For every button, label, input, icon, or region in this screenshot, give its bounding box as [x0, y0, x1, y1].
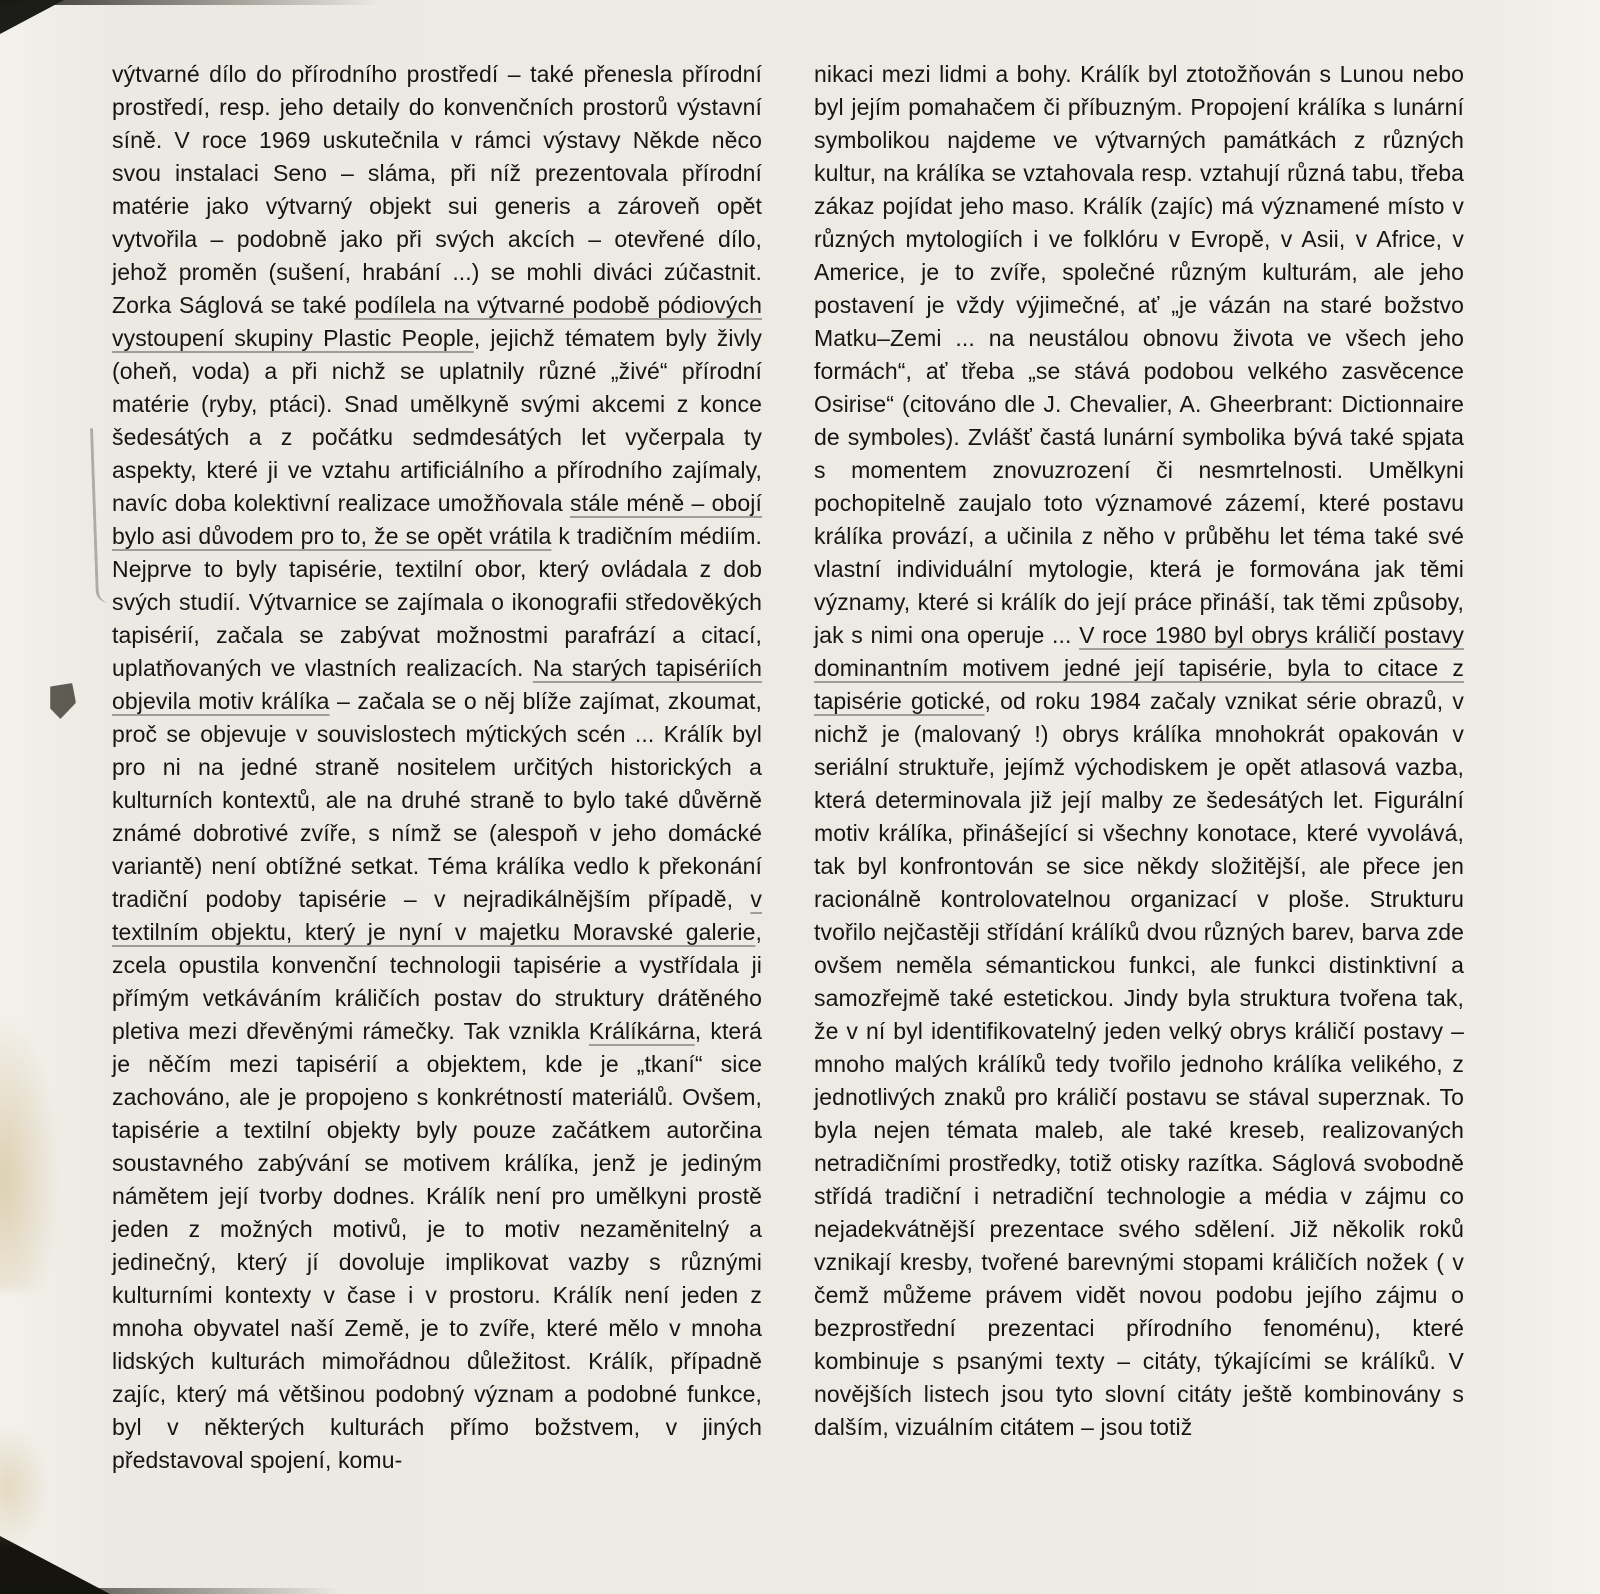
scan-artifact-margin-mark — [50, 683, 76, 719]
left-column-text: výtvarné dílo do přírodního prostředí – také přenesla přírodní prostředí, resp. jeho detaily do konvenčních prostorů výstavní síně. V roce 1969 uskutečnila v rámci výstavy Někde něco svou instalaci Seno – sláma, při níž prezentovala přírodní matérie jako výtvarný objekt sui generis a zároveň opět vytvořila – podobně jako při svých akcích – otevřené dílo, jehož proměn (sušení, hrabání ...) se mohli diváci zúčastnit. Zorka Ságlová se také podílela na výtvarné podobě pódiových vystoupení skupiny Plastic People, jejichž tématem byly živly (oheň, voda) a při nichž se uplatnily různé „živé“ přírodní matérie (ryby, ptáci). Snad umělkyně svými akcemi z konce šedesátých a z počátku sedmdesátých let vyčerpala ty aspekty, které ji ve vztahu artificiálního a přírodního zajímaly, navíc doba kolektivní realizace umožňovala stále méně – obojí bylo asi důvodem pro to, že se opět vrátila k tradičním médiím. Nejprve to byly tapisérie, textilní obor, který ovládala z dob svých studií. Výtvarnice se zajímala o ikonografii středověkých tapisérií, začala se zabývat možnostmi parafrází a citací, uplatňovaných ve vlastních realizacích. Na starých tapisériích objevila motiv králíka – začala se o něj blíže zajímat, zkoumat, proč se objevuje v souvislostech mýtických scén ... Králík byl pro ni na jedné straně nositelem určitých historických a kulturních kontextů, ale na druhé straně to bylo také důvěrně známé dobrotivé zvíře, s nímž se (alespoň v jeho domácké variantě) není obtížné setkat. Téma králíka vedlo k překonání tradiční podoby tapisérie – v nejradikálnějším případě, v textilním objektu, který je nyní v majetku Moravské galerie, zcela opustila konvenční technologii tapisérie a vystřídala ji přímým vetkáváním králičích postav do struktury drátěného pletiva mezi dřevěnými rámečky. Tak vznikla Králíkárna, která je něčím mezi tapisérií a objektem, kde je „tkaní“ sice zachováno, ale je propojeno s konkrétností materiálů. Ovšem, tapisérie a textilní objekty byly pouze začátkem autorčina soustavného zabývání se motivem králíka, jenž je jediným námětem její tvorby dodnes. Králík není pro umělkyni prostě jeden z možných motivů, je to motiv nezaměnitelný a jedinečný, který jí dovoluje implikovat vazby s různými kulturními kontexty v čase i v prostoru. Králík není jeden z mnoha obyvatel naší Země, je to zvíře, které mělo v mnoha lidských kulturách mimořádnou důležitost. Králík, případně zajíc, který má většinou podobný význam a podobné funkce, byl v některých kulturách přímo božstvem, v jiných představoval spojení, komu- — [112, 61, 763, 1473]
text-columns — [112, 58, 1464, 1477]
scan-artifact-stain — [0, 1015, 60, 1290]
scan-artifact-stain-small — [0, 1425, 48, 1550]
scan-artifact-top-edge — [0, 0, 380, 5]
pencil-underlined-phrase: stále méně – obojí bylo asi důvodem pro to, že se opět vrátila — [112, 490, 762, 549]
scan-artifact-corner-bottom-left — [0, 1536, 110, 1594]
pencil-underlined-phrase: V roce 1980 byl obrys králičí postavy dominantním motivem jedné její tapisérie, byla to citace z tapisérie gotické — [814, 622, 1464, 714]
pencil-underlined-phrase: podílela na výtvarné podobě pódiových vystoupení skupiny Plastic People — [112, 292, 762, 351]
pencil-margin-stroke — [90, 428, 109, 603]
scan-artifact-corner-top-left — [0, 0, 64, 34]
scan-artifact-bottom-edge — [0, 1588, 340, 1594]
right-column-text: nikaci mezi lidmi a bohy. Králík byl ztotožňován s Lunou nebo byl jejím pomahačem či příbuzným. Propojení králíka s lunární symbolikou najdeme ve výtvarných památkách z různých kultur, na králíka se vztahovala resp. vztahují různá tabu, třeba zákaz pojídat jeho maso. Králík (zajíc) má významené místo v různých mytologiích i ve folklóru v Evropě, v Asii, v Africe, v Americe, je to zvíře, společné různým kulturám, ale jeho postavení je vždy výjimečné, ať „je vázán na staré božstvo Matku–Zemi ... na neustálou obnovu života ve všech jeho formách“, ať třeba „se stává podobou velkého zasvěcence Osirise“ (citováno dle J. Chevalier, A. Gheerbrant: Dictionnaire de symboles). Zvlášť častá lunární symbolika bývá také spjata s momentem znovuzrození či nesmrtelnosti. Umělkyni pochopitelně zaujalo toto významové zázemí, které postavu králíka provází, a učinila z něho v průběhu let téma také své vlastní individuální mytologie, která je formována jak těmi významy, které si králík do její práce přináší, tak těmi způsoby, jak s nimi ona operuje ... V roce 1980 byl obrys králičí postavy dominantním motivem jedné její tapisérie, byla to citace z tapisérie gotické, od roku 1984 začaly vznikat série obrazů, v nichž je (malovaný !) obrys králíka mnohokrát opakován v seriální struktuře, jejímž východiskem je opět atlasová vazba, která determinovala již její malby ze šedesátých let. Figurální motiv králíka, přinášející si všechny konotace, které vyvolává, tak byl konfrontován se sice někdy složitější, ale přece jen racionálně kontrolovatelnou organizací v ploše. Strukturu tvořilo nejčastěji střídání králíků dvou různých barev, barva zde ovšem neměla sémantickou funkci, ale funkci distinktivní a samozřejmě také estetickou. Jindy byla struktura tvořena tak, že v ní byl identifikovatelný jeden velký obrys králičí postavy – mnoho malých králíků tedy tvořilo jednoho králíka velikého, z jednotlivých znaků pro králičí postavu se stával superznak. To byla nejen témata maleb, ale také kreseb, realizovaných netradičními prostředky, totiž otisky razítka. Ságlová svobodně střídá tradiční i netradiční technologie a média v zájmu co nejadekvátnější prezentace svého sdělení. Již několik roků vznikají kresby, tvořené barevnými stopami králičích nožek ( v čemž můžeme právem vidět novou podobu jejího zájmu o bezprostřední prezentaci přírodního fenoménu), které kombinuje s psanými texty – citáty, týkajícími se králíků. V novějších listech jsou tyto slovní citáty ještě kombinovány s dalším, vizuálním citátem – jsou totiž — [814, 61, 1464, 1440]
pencil-underlined-phrase: v textilním objektu, který je nyní v majetku Moravské galerie — [112, 886, 762, 945]
pencil-underlined-phrase: Králíkárna — [588, 1018, 695, 1044]
pencil-underlined-phrase: Na starých tapisériích objevila motiv králíka — [112, 655, 762, 714]
